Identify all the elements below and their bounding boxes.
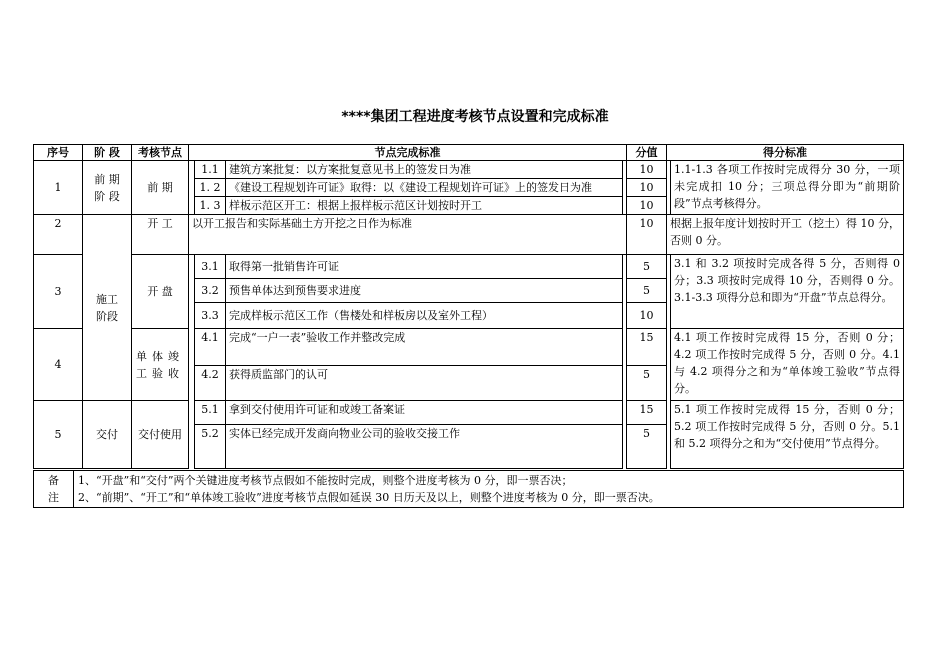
item-text: 预售单体达到预售要求进度 (226, 279, 623, 303)
item-score: 10 (627, 161, 667, 179)
header-score: 分值 (627, 145, 667, 161)
stage-line: 阶 段 (94, 189, 120, 203)
item-score: 10 (627, 215, 667, 255)
item-score: 5 (627, 255, 667, 279)
item-text: 《建设工程规划许可证》取得：以《建设工程规划许可证》上的签发日为准 (226, 179, 623, 197)
notes-row (34, 471, 904, 508)
stage-cell: 交付 (83, 401, 132, 469)
item-score: 15 (627, 329, 667, 366)
header-no: 序号 (34, 145, 83, 161)
item-code: 1.1 (195, 161, 226, 179)
node-cell: 交付使用 (132, 401, 189, 469)
item-score: 5 (627, 425, 667, 469)
header-stage: 阶 段 (83, 145, 132, 161)
item-code: 3.2 (195, 279, 226, 303)
stage-line: 前 期 (94, 172, 120, 186)
row-number: 4 (34, 329, 83, 401)
item-code: 4.2 (195, 366, 226, 401)
table-row (34, 329, 904, 366)
item-score: 5 (627, 366, 667, 401)
row-number: 1 (34, 161, 83, 215)
node-cell: 开 盘 (132, 255, 189, 329)
notes-label-line: 注 (48, 491, 59, 504)
node-cell: 开 工 (132, 215, 189, 255)
item-text: 完成样板示范区工作（售楼处和样板房以及室外工程） (226, 303, 623, 329)
notes-content (74, 471, 904, 508)
item-score: 5 (627, 279, 667, 303)
header-row (34, 145, 904, 161)
item-text: 样板示范区开工：根据上报样板示范区计划按时开工 (226, 197, 623, 215)
row-number: 3 (34, 255, 83, 329)
item-text: 建筑方案批复：以方案批复意见书上的签发日为准 (226, 161, 623, 179)
criteria-cell: 1.1-1.3 各项工作按时完成得分 30 分，一项未完成扣 10 分；三项总得分即为“前期阶段”节点考核得分。 (671, 161, 904, 215)
node-cell (132, 329, 189, 401)
item-text: 完成“一户一表”验收工作并整改完成 (226, 329, 623, 366)
criteria-cell: 根据上报年度计划按时开工（挖土）得 10 分，否则 0 分。 (667, 215, 904, 255)
stage-line: 施工 (96, 292, 118, 306)
stage-line: 阶段 (96, 309, 118, 323)
table-row (34, 161, 904, 179)
table-row (34, 401, 904, 425)
table-row (34, 255, 904, 279)
table-row (34, 215, 904, 255)
notes-table (33, 470, 904, 508)
item-score: 10 (627, 303, 667, 329)
stage-cell (83, 215, 132, 401)
item-code: 1. 3 (195, 197, 226, 215)
item-code: 1. 2 (195, 179, 226, 197)
item-code: 5.2 (195, 425, 226, 469)
note-line: 2、“前期”、“开工”和“单体竣工验收”进度考核节点假如延误 30 日历天及以上，则整个进度考核为 0 分，即一票否决。 (78, 491, 660, 504)
node-line: 工验收 (136, 366, 184, 380)
item-text: 以开工报告和实际基础土方开挖之日作为标准 (189, 215, 627, 255)
item-text: 拿到交付使用许可证和或竣工备案证 (226, 401, 623, 425)
header-standard: 节点完成标准 (189, 145, 627, 161)
item-text: 取得第一批销售许可证 (226, 255, 623, 279)
note-line: 1、“开盘”和“交付”两个关键进度考核节点假如不能按时完成，则整个进度考核为 0 分，即一票否决； (78, 474, 573, 487)
criteria-cell: 4.1 项工作按时完成得 15 分，否则 0 分；4.2 项工作按时完成得 5 分，否则 0 分。4.1 与 4.2 项得分之和为“单体竣工验收”节点得分。 (671, 329, 904, 401)
notes-label-line: 备 (48, 474, 59, 487)
criteria-cell: 5.1 项工作按时完成得 15 分，否则 0 分；5.2 项工作按时完成得 5 分，否则 0 分。5.1 和 5.2 项得分之和为“交付使用”节点得分。 (671, 401, 904, 469)
header-node: 考核节点 (132, 145, 189, 161)
schedule-table (33, 144, 904, 469)
document-title: ****集团工程进度考核节点设置和完成标准 (341, 109, 609, 125)
item-score: 15 (627, 401, 667, 425)
item-code: 3.1 (195, 255, 226, 279)
node-line: 单体竣 (136, 349, 184, 363)
item-code: 3.3 (195, 303, 226, 329)
item-code: 5.1 (195, 401, 226, 425)
row-number: 2 (34, 215, 83, 255)
criteria-cell: 3.1 和 3.2 项按时完成各得 5 分，否则得 0 分；3.3 项按时完成得 10 分，否则得 0 分。3.1-3.3 项得分总和即为“开盘”节点总得分。 (671, 255, 904, 329)
item-score: 10 (627, 179, 667, 197)
notes-label (34, 471, 74, 508)
item-code: 4.1 (195, 329, 226, 366)
item-text: 获得质监部门的认可 (226, 366, 623, 401)
item-score: 10 (627, 197, 667, 215)
row-number: 5 (34, 401, 83, 469)
header-criteria: 得分标准 (667, 145, 904, 161)
item-text: 实体已经完成开发商向物业公司的验收交接工作 (226, 425, 623, 469)
node-cell: 前 期 (132, 161, 189, 215)
stage-cell (83, 161, 132, 215)
